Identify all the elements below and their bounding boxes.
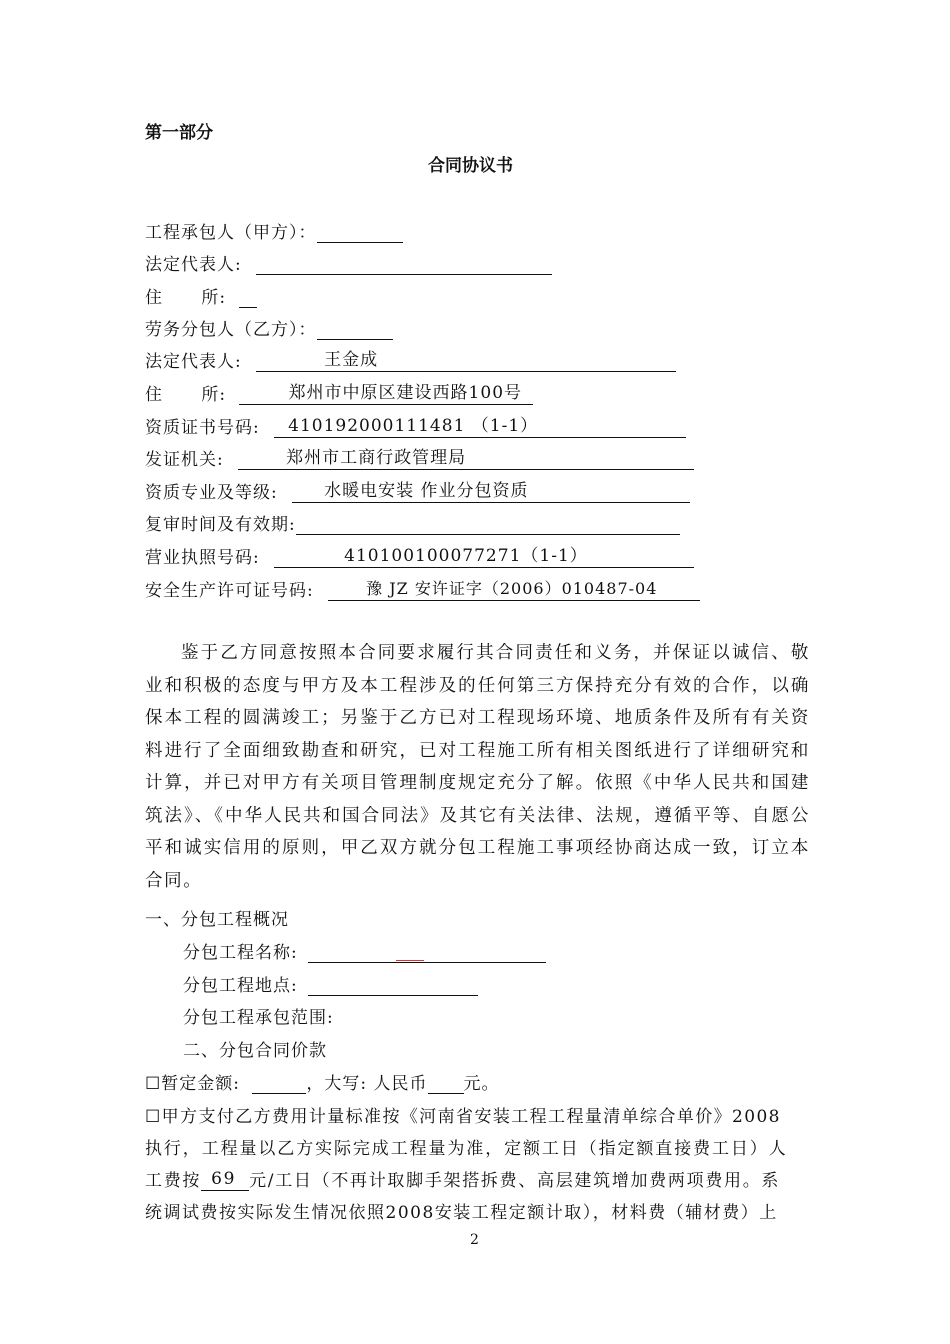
addr-a-label: 住 所: — [145, 288, 227, 308]
safety-line — [328, 579, 700, 601]
issuer-value: 郑州市工商行政管理局 — [286, 448, 467, 468]
review-row — [145, 510, 680, 535]
specialty-label: 资质专业及等级: — [145, 483, 278, 503]
party-a-row — [145, 218, 403, 243]
safety-value: 豫 JZ 安许证字（2006）010487-04 — [366, 579, 658, 598]
rep-a-label: 法定代表人: — [145, 255, 242, 275]
rep-b-label: 法定代表人: — [145, 352, 242, 372]
project-name-label: 分包工程名称: — [183, 943, 298, 963]
rep-b-line — [256, 350, 676, 372]
cert-no-label: 资质证书号码: — [145, 418, 260, 438]
party-b-blank — [317, 321, 393, 340]
rep-a-row — [145, 250, 552, 275]
red-mark — [396, 960, 424, 961]
cert-no-line — [274, 416, 686, 438]
addr-b-label: 住 所: — [145, 385, 227, 405]
pay-line-3-start: 工费按 — [145, 1171, 202, 1191]
pay-line-4: 统调试费按实际发生情况依照2008安装工程定额计取），材料费（辅材费）上 — [145, 1203, 778, 1223]
preamble-paragraph: 鉴于乙方同意按照本合同要求履行其合同责任和义务，并保证以诚信、敬业和积极的态度与甲方及本工程涉及的任何第三方保持充分有效的合作，以确保本工程的圆满竣工；另鉴于乙方已对工程现场环境、地质条件及所有有关资料进行了全面细致勘查和研究，已对工程施工所有相关图纸进行了详细研究和计算，并已对甲方有关项目管理制度规定充分了解。依照《中华人民共和国建筑法》、《中华人民共和国合同法》及其它有关法律、法规，遵循平等、自愿公平和诚实信用的原则，甲乙双方就分包工程施工事项经协商达成一致，订立本合同。 — [145, 643, 810, 891]
issuer-label: 发证机关: — [145, 450, 224, 470]
rep-a-blank — [256, 256, 552, 275]
addr-b-line — [239, 383, 533, 405]
amount-row — [145, 1069, 500, 1094]
amount-rmb-blank — [428, 1075, 464, 1094]
amount-suffix: 元。 — [463, 1074, 500, 1094]
pay-rate-line — [201, 1169, 249, 1191]
project-name-row — [183, 938, 546, 963]
party-a-blank — [317, 224, 403, 243]
project-location-blank — [308, 977, 478, 996]
section2-heading: 二、分包合同价款 — [183, 1041, 327, 1061]
part-label: 第一部分 — [145, 123, 213, 143]
safety-row — [145, 576, 700, 601]
addr-b-value: 郑州市中原区建设西路100号 — [288, 383, 523, 403]
project-location-row — [183, 971, 478, 996]
amount-mid: ，大写: 人民币 — [306, 1074, 428, 1094]
pay-line-3 — [145, 1166, 780, 1191]
review-label: 复审时间及有效期: — [145, 515, 296, 535]
pay-line-3-end: 元/工日（不再计取脚手架搭拆费、高层建筑增加费两项费用。系 — [249, 1171, 781, 1191]
project-scope-label: 分包工程承包范围: — [183, 1008, 334, 1028]
issuer-line — [238, 448, 694, 470]
specialty-value: 水暖电安装 作业分包资质 — [324, 481, 529, 501]
project-location-label: 分包工程地点: — [183, 976, 298, 996]
specialty-row — [145, 478, 690, 503]
issuer-row — [145, 445, 694, 470]
pay-line-1: ☐甲方支付乙方费用计量标准按《河南省安装工程工程量清单综合单价》2008 — [145, 1107, 781, 1127]
project-name-blank — [308, 944, 546, 963]
party-a-label: 工程承包人（甲方）： — [145, 223, 317, 243]
addr-a-blank — [239, 289, 257, 308]
cert-no-value: 410192000111481 （1-1） — [288, 416, 539, 436]
license-row — [145, 543, 694, 568]
review-blank — [296, 516, 680, 535]
license-value: 410100100077271（1-1） — [344, 546, 588, 566]
license-label: 营业执照号码: — [145, 548, 260, 568]
addr-a-row — [145, 283, 257, 308]
rep-b-value: 王金成 — [324, 350, 379, 370]
amount-prefix: ☐暂定金额: — [145, 1074, 240, 1094]
license-line — [274, 546, 694, 568]
page-number: 2 — [470, 1232, 479, 1248]
pay-line-2: 执行，工程量以乙方实际完成工程量为准，定额工日（指定额直接费工日）人 — [145, 1139, 788, 1159]
safety-label: 安全生产许可证号码: — [145, 581, 314, 601]
specialty-line — [292, 481, 690, 503]
pay-rate-value: 69 — [211, 1169, 237, 1189]
amount-blank — [252, 1075, 306, 1094]
section1-heading: 一、分包工程概况 — [145, 910, 289, 930]
party-b-row — [145, 315, 393, 340]
rep-b-row — [145, 347, 676, 372]
cert-no-row — [145, 413, 686, 438]
addr-b-row — [145, 380, 533, 405]
document-title: 合同协议书 — [428, 156, 513, 176]
party-b-label: 劳务分包人（乙方）： — [145, 320, 317, 340]
